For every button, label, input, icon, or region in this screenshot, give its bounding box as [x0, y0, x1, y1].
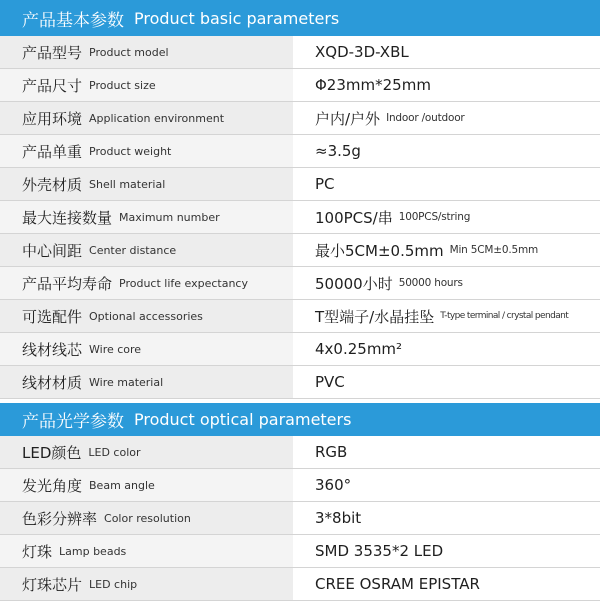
row-value [293, 69, 600, 101]
value-sub: T-type terminal / crystal pendant [440, 311, 569, 321]
optical-parameters-header [0, 403, 600, 436]
label-en: LED color [88, 445, 141, 459]
value-main: RGB [315, 443, 348, 461]
label-zh: 发光角度 [22, 476, 83, 495]
label-en: Product life expectancy [119, 276, 248, 290]
row-value [293, 300, 600, 332]
value-sub: Indoor /outdoor [386, 112, 465, 124]
table-row [0, 267, 600, 300]
table-row [0, 234, 600, 267]
value-main: 3*8bit [315, 509, 362, 527]
label-en: Beam angle [89, 478, 155, 492]
table-row [0, 333, 600, 366]
label-en: Center distance [89, 243, 177, 257]
label-zh: 产品平均寿命 [22, 274, 113, 293]
label-en: Color resolution [104, 511, 191, 525]
label-en: Product model [89, 45, 169, 59]
row-label [0, 300, 293, 332]
table-row [0, 135, 600, 168]
value-sub: 50000 hours [398, 277, 463, 289]
label-en: Product weight [89, 144, 172, 158]
table-row [0, 36, 600, 69]
row-label [0, 234, 293, 266]
table-row [0, 69, 600, 102]
label-zh: 产品尺寸 [22, 76, 83, 95]
optical-title-zh: 产品光学参数 [22, 412, 124, 432]
label-en: LED chip [89, 577, 138, 591]
row-value [293, 267, 600, 299]
label-zh: 灯珠芯片 [22, 575, 83, 594]
value-sub: 100PCS/string [398, 211, 471, 223]
row-label [0, 267, 293, 299]
label-en: Application environment [89, 111, 225, 125]
value-main: Φ23mm*25mm [315, 76, 431, 94]
value-main: PVC [315, 373, 345, 391]
basic-parameters-table [0, 36, 600, 399]
value-main: 最小5CM±0.5mm [315, 241, 444, 260]
table-row [0, 168, 600, 201]
row-label [0, 102, 293, 134]
row-value [293, 135, 600, 167]
row-label [0, 568, 293, 600]
basic-title-zh: 产品基本参数 [22, 10, 124, 31]
row-label [0, 69, 293, 101]
row-value [293, 469, 600, 501]
row-value [293, 535, 600, 567]
label-zh: 线材线芯 [22, 340, 83, 359]
table-row [0, 366, 600, 399]
label-zh: 线材材质 [22, 373, 83, 392]
table-row [0, 201, 600, 234]
label-en: Maximum number [119, 210, 220, 224]
row-value [293, 234, 600, 266]
row-label [0, 168, 293, 200]
row-label [0, 502, 293, 534]
value-main: 100PCS/串 [315, 208, 393, 227]
label-zh: 外壳材质 [22, 175, 83, 194]
row-label [0, 36, 293, 68]
table-row [0, 502, 600, 535]
table-row [0, 568, 600, 601]
value-main: PC [315, 175, 335, 193]
label-zh: 最大连接数量 [22, 208, 113, 227]
value-main: 户内/户外 [315, 109, 381, 128]
row-label [0, 201, 293, 233]
row-value [293, 366, 600, 398]
value-sub: Min 5CM±0.5mm [449, 244, 539, 256]
value-main: ≈3.5g [315, 142, 361, 160]
label-en: Optional accessories [89, 309, 203, 323]
value-main: 50000小时 [315, 274, 393, 293]
basic-parameters-header [0, 0, 600, 36]
label-zh: 应用环境 [22, 109, 83, 128]
basic-title-en: Product basic parameters [134, 8, 340, 28]
table-row [0, 102, 600, 135]
label-zh: LED颜色 [22, 443, 82, 462]
label-zh: 色彩分辨率 [22, 509, 98, 528]
row-label [0, 469, 293, 501]
label-en: Wire core [89, 342, 142, 356]
row-value [293, 436, 600, 468]
table-row [0, 469, 600, 502]
label-zh: 可选配件 [22, 307, 83, 326]
table-row [0, 535, 600, 568]
optical-title-en: Product optical parameters [134, 410, 352, 429]
value-main: CREE OSRAM EPISTAR [315, 575, 480, 593]
value-main: 360° [315, 476, 352, 494]
label-zh: 灯珠 [22, 542, 53, 561]
optical-parameters-table [0, 436, 600, 601]
row-value [293, 502, 600, 534]
row-label [0, 366, 293, 398]
row-value [293, 201, 600, 233]
row-value [293, 102, 600, 134]
value-main: SMD 3535*2 LED [315, 542, 444, 560]
label-en: Shell material [89, 177, 166, 191]
label-zh: 产品单重 [22, 142, 83, 161]
value-main: XQD-3D-XBL [315, 43, 409, 61]
label-en: Product size [89, 78, 156, 92]
row-value [293, 36, 600, 68]
row-label [0, 436, 293, 468]
label-en: Wire material [89, 375, 164, 389]
label-zh: 产品型号 [22, 43, 83, 62]
label-en: Lamp beads [59, 544, 127, 558]
value-main: T型端子/水晶挂坠 [315, 307, 435, 326]
row-value [293, 568, 600, 600]
table-row [0, 300, 600, 333]
value-main: 4x0.25mm² [315, 340, 403, 358]
row-value [293, 168, 600, 200]
row-value [293, 333, 600, 365]
label-zh: 中心间距 [22, 241, 83, 260]
table-row [0, 436, 600, 469]
row-label [0, 135, 293, 167]
row-label [0, 535, 293, 567]
row-label [0, 333, 293, 365]
